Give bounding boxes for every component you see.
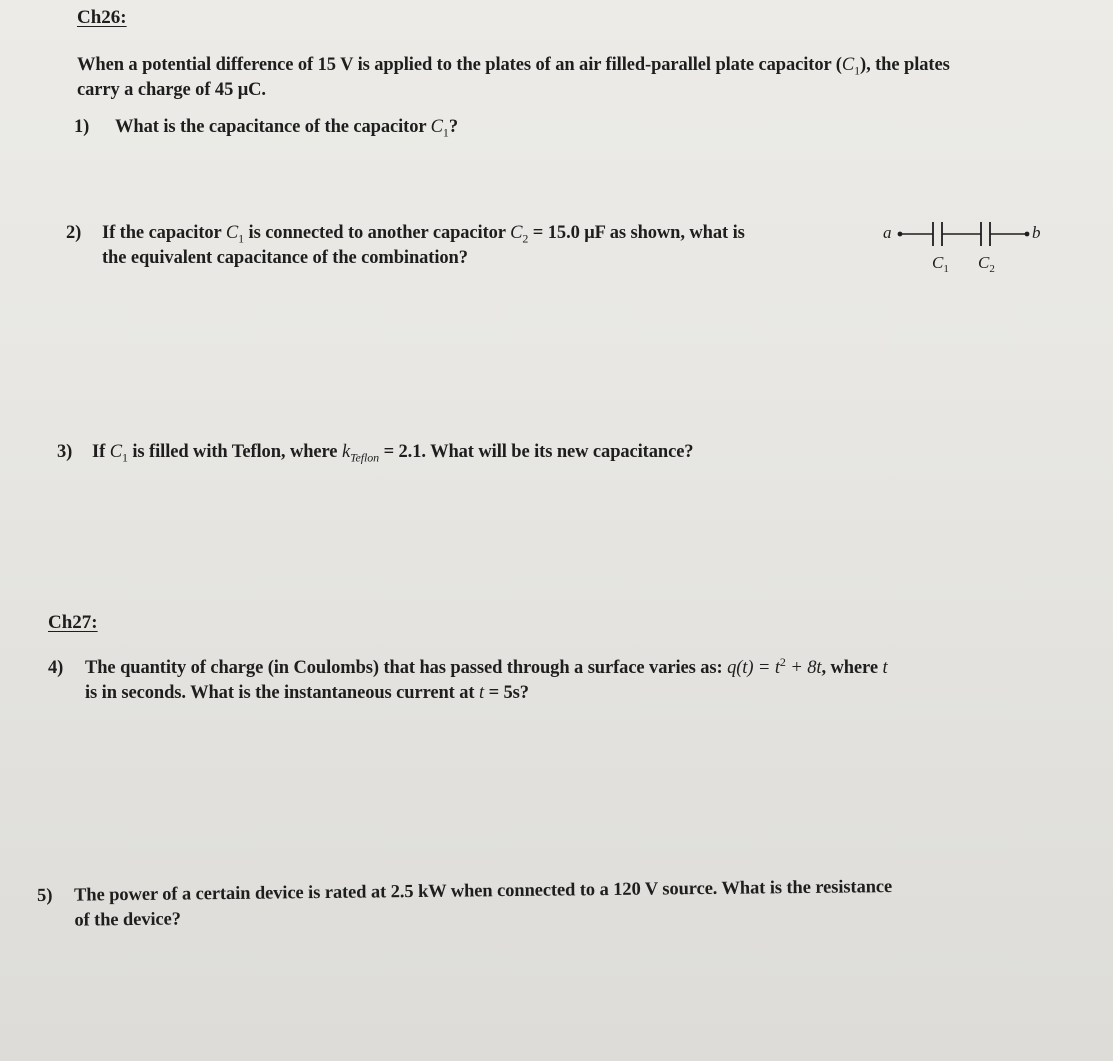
question-4-equation: q(t) = t — [727, 658, 780, 678]
question-2-var-c2-sub: 2 — [522, 231, 529, 246]
intro-line1-end: ), the plates — [860, 55, 950, 75]
question-3-text-b: is filled with Teflon, where — [132, 442, 338, 462]
intro-c1-subscript: 1 — [854, 63, 861, 78]
question-4-line2-text: is in seconds. What is the instantaneous current at — [85, 683, 475, 703]
question-1-variable: C — [430, 117, 443, 137]
question-4-number: 4) — [48, 658, 64, 678]
circuit-terminal-a-label: a — [883, 223, 892, 242]
question-5-line2: of the device? — [74, 909, 181, 931]
question-1-mark: ? — [448, 117, 458, 137]
question-2-number: 2) — [66, 223, 82, 243]
question-1-text: What is the capacitance of the capacitor — [115, 117, 427, 137]
intro-paragraph — [77, 53, 1067, 103]
question-4-line2-end: = 5s? — [488, 683, 529, 703]
question-4 — [48, 656, 1088, 706]
question-4-text-b: , where — [821, 658, 878, 678]
question-5-line1: The power of a certain device is rated at 2.5 kW when connected to a 120 V source. What is the resistance — [74, 877, 893, 906]
question-2 — [66, 221, 866, 271]
chapter-27-heading: Ch27: — [48, 612, 98, 633]
question-1-subscript: 1 — [442, 125, 449, 140]
question-4-equation-end: + 8t — [790, 658, 822, 678]
question-3-k: k — [341, 442, 351, 462]
intro-c1-variable: C — [841, 55, 855, 75]
question-5-number: 5) — [37, 885, 53, 906]
question-3-k-sub: Teflon — [350, 450, 380, 465]
question-4-equation-exponent: 2 — [779, 654, 786, 669]
question-5 — [37, 873, 1097, 934]
question-2-text-c: = 15.0 μF as shown, what is — [532, 223, 745, 243]
question-3-text-a: If — [92, 442, 106, 462]
circuit-c1-label: $C_1$ — [932, 253, 949, 275]
question-2-text-b: is connected to another capacitor — [248, 223, 506, 243]
circuit-terminal-b-label: b — [1032, 223, 1041, 242]
chapter-26-heading: Ch26: — [77, 7, 127, 28]
question-4-line2-t: t — [478, 683, 485, 703]
question-4-var-t: t — [882, 658, 888, 678]
question-3-number: 3) — [57, 442, 73, 462]
question-4-text-a: The quantity of charge (in Coulombs) that has passed through a surface varies as: — [85, 658, 723, 678]
question-3 — [57, 440, 857, 465]
question-1-number: 1) — [74, 117, 90, 137]
terminal-b-dot — [1025, 232, 1030, 237]
question-2-var-c2: C — [510, 223, 523, 243]
intro-line2-text: carry a charge of 45 μC. — [77, 80, 266, 100]
question-2-var-c1-sub: 1 — [238, 231, 244, 246]
circuit-c2-label: $C_2$ — [978, 253, 995, 275]
question-1 — [74, 115, 774, 140]
question-3-var-c1-sub: 1 — [121, 450, 128, 465]
question-2-var-c1: C — [225, 223, 239, 243]
question-2-line2: the equivalent capacitance of the combination? — [102, 248, 468, 268]
question-3-text-c: = 2.1. What will be its new capacitance? — [383, 442, 694, 462]
question-2-text-a: If the capacitor — [102, 223, 222, 243]
series-capacitor-circuit — [880, 218, 1055, 280]
intro-line1-text: When a potential difference of 15 V is applied to the plates of an air filled-parallel plate capacitor ( — [77, 55, 842, 75]
question-3-var-c1: C — [109, 442, 122, 462]
